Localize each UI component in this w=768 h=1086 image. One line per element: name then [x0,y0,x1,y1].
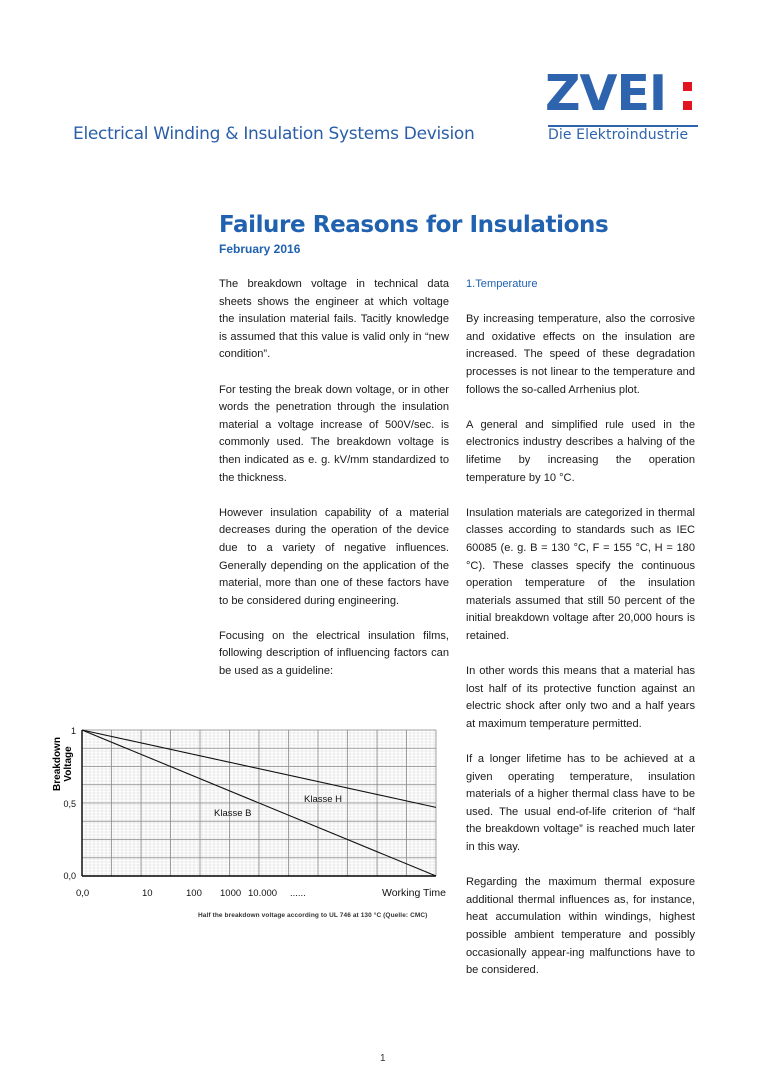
series-label-klasse-b: Klasse B [214,808,252,819]
chart-caption: Half the breakdown voltage according to UL 746 at 130 °C (Quelle: CMC) [198,912,428,919]
paragraph: For testing the break down voltage, or in other words the penetration through the insulation material a voltage increase of 500V/sec. is commonly used. The breakdown voltage is then indicated as e. g. kV/mm standardized to the thickness. [219,383,449,484]
breakdown-voltage-chart [48,720,456,902]
series-label-klasse-h: Klasse H [304,794,343,805]
division-title: Electrical Winding & Insulation Systems Devision [73,124,475,144]
x-tick-label: ...... [290,888,306,899]
paragraph: In other words this means that a material has lost half of its protective function against an electric shock after only two and a half years at maximum temperature permitted. [466,665,695,730]
x-axis-label: Working Time [382,887,446,899]
paragraph: Regarding the maximum thermal exposure additional thermal influences as, for instance, heat accumulation within windings, highest possible ambient temperature and possibly occasionally appear-ing malfunctions have to be considered. [466,876,695,977]
page-title: Failure Reasons for Insulations [219,212,609,238]
paragraph: If a longer lifetime has to be achieved at a given operating temperature, insulation materials of a higher thermal class have to be used. The usual end-of-life criterion of “half the breakdown voltage” is reached much later in this way. [466,753,695,853]
logo-wordmark: ZVEI [545,65,667,122]
page-number: 1 [380,1053,386,1064]
x-tick-label: 10.000 [248,888,278,899]
paragraph: A general and simplified rule used in the electronics industry describes a halving of the lifetime by increasing the operation temperature by 10 °C. [466,418,695,484]
chart-svg [48,720,456,902]
paragraph: Focusing on the electrical insulation films, following description of influencing factors can be used as a guideline: [219,629,449,678]
y-tick-label: 0,0 [63,871,76,881]
y-axis-label-line: Breakdown [52,737,63,791]
x-tick-label: 100 [186,888,202,899]
paragraph: Insulation materials are categorized in thermal classes according to standards such as IEC 60085 (e. g. B = 130 °C, F = 155 °C, H = 180 °C). These classes specify the continuous operation temperature of the insulation materials assumed that still 50 percent of the initial breakdown voltage after 20,000 hours is retained. [466,506,695,642]
zvei-logo [545,65,700,148]
paragraph: The breakdown voltage in technical data sheets shows the engineer at which voltage the insulation material fails. Tacitly knowledge is assumed that this value is valid only in “new condition”. [219,278,449,361]
logo-tagline: Die Elektroindustrie [548,127,689,143]
y-tick-label: 0,5 [63,799,76,809]
y-axis-label [52,737,74,791]
right-column [466,276,695,997]
x-tick-label: 1000 [220,888,242,899]
x-tick-label: 0,0 [76,888,90,899]
logo-colon-icon [683,82,692,120]
section-heading: 1.Temperature [466,278,538,290]
publication-date: February 2016 [219,242,301,256]
paragraph: By increasing temperature, also the corrosive and oxidative effects on the insulation are increased. The speed of these degradation processes is not linear to the temperature and follows the so-called Arrhenius plot. [466,313,695,396]
x-tick-label: 10 [142,888,153,899]
y-axis-label-line: Voltage [63,746,74,782]
left-column [219,276,449,698]
paragraph: However insulation capability of a material decreases during the operation of the device due to a variety of negative influences. Generally depending on the application of the material, more than one of these factors have to be considered during engineering. [219,506,449,607]
y-tick-label: 1 [70,726,76,736]
